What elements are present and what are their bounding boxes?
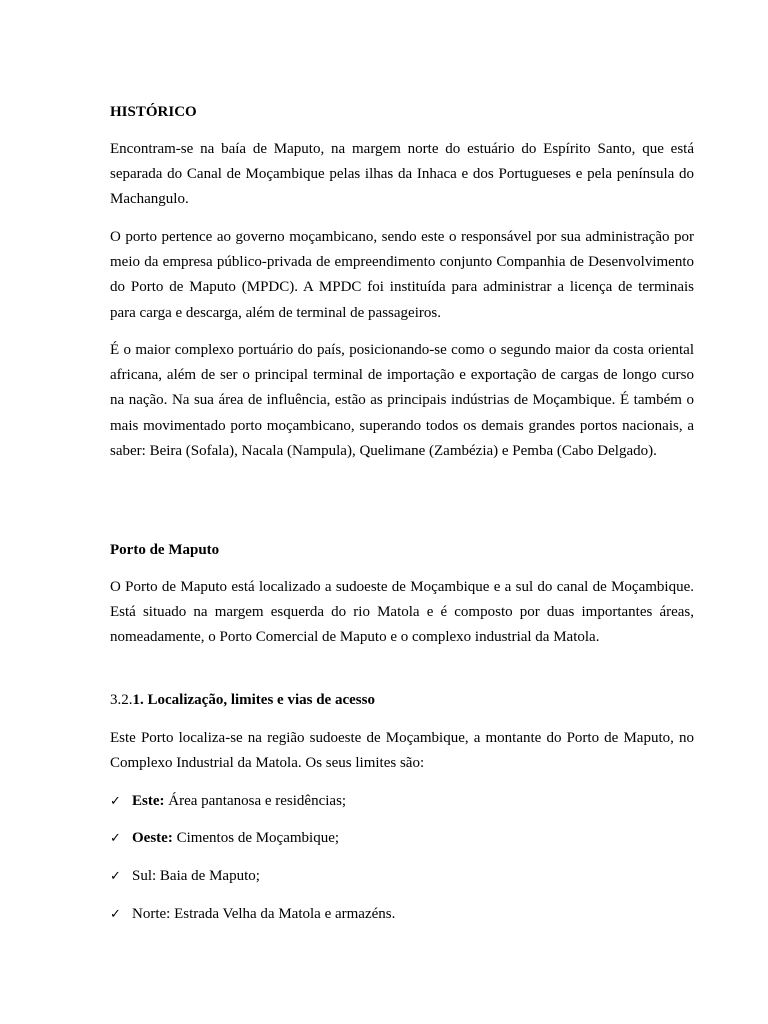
section-title-historico: HISTÓRICO xyxy=(110,104,197,120)
paragraph-localizacao: Este Porto localiza-se na região sudoeste de Moçambique, a montante do Porto de Maputo, no Complexo Industrial da Matola. Os seus limites são: xyxy=(110,730,694,772)
limit-text: Área pantanosa e residências; xyxy=(164,793,347,809)
list-item-limit-este xyxy=(110,791,346,812)
checkmark-icon: ✓ xyxy=(110,794,121,809)
checkmark-icon: ✓ xyxy=(110,869,121,884)
subsection-title-localizacao xyxy=(110,690,375,710)
list-item-limit-oeste xyxy=(110,828,339,849)
checkmark-icon: ✓ xyxy=(110,907,121,922)
checkmark-icon: ✓ xyxy=(110,831,121,846)
paragraph-porto-de-maputo: O Porto de Maputo está localizado a sudoeste de Moçambique e a sul do canal de Moçambique. Está situado na margem esquerda do rio Matola e é composto por duas importantes áreas, nomeadamente, o Porto Comercial de Maputo e o complexo industrial da Matola. xyxy=(110,579,694,646)
list-item-limit-norte xyxy=(110,904,395,925)
limit-text: Cimentos de Moçambique; xyxy=(172,830,340,846)
paragraph-historico-1: Encontram-se na baía de Maputo, na margem norte do estuário do Espírito Santo, que está separada do Canal de Moçambique pelas ilhas da Inhaca e dos Portugueses e pela península do Machangulo. xyxy=(110,141,694,208)
limit-text: Sul: Baia de Maputo; xyxy=(132,868,260,884)
limit-label: Oeste: xyxy=(132,830,173,846)
paragraph-historico-3: É o maior complexo portuário do país, posicionando-se como o segundo maior da costa oriental africana, além de ser o principal terminal de importação e exportação de cargas de longo curso na nação. Na sua área de influência, estão as principais indústrias de Moçambique. É também o mais movimentado porto moçambicano, superando todos os demais grandes portos nacionais, a saber: Beira (Sofala), Nacala (Nampula), Quelimane (Zambézia) e Pemba (Cabo Delgado). xyxy=(110,342,694,459)
list-item-limit-sul xyxy=(110,866,260,887)
limit-text: Norte: Estrada Velha da Matola e armazéns. xyxy=(132,906,396,922)
subsection-title-text: 1. Localização, limites e vias de acesso xyxy=(132,692,375,708)
paragraph-historico-2: O porto pertence ao governo moçambicano, sendo este o responsável por sua administração por meio da empresa público-privada de empreendimento conjunto Companhia de Desenvolvimento do Porto de Maputo (MPDC). A MPDC foi instituída para administrar a licença de terminais para carga e descarga, além de terminal de passageiros. xyxy=(110,229,694,321)
subsection-number: 3.2. xyxy=(110,692,133,708)
section-title-porto-de-maputo: Porto de Maputo xyxy=(110,542,220,558)
limit-label: Este: xyxy=(132,793,165,809)
